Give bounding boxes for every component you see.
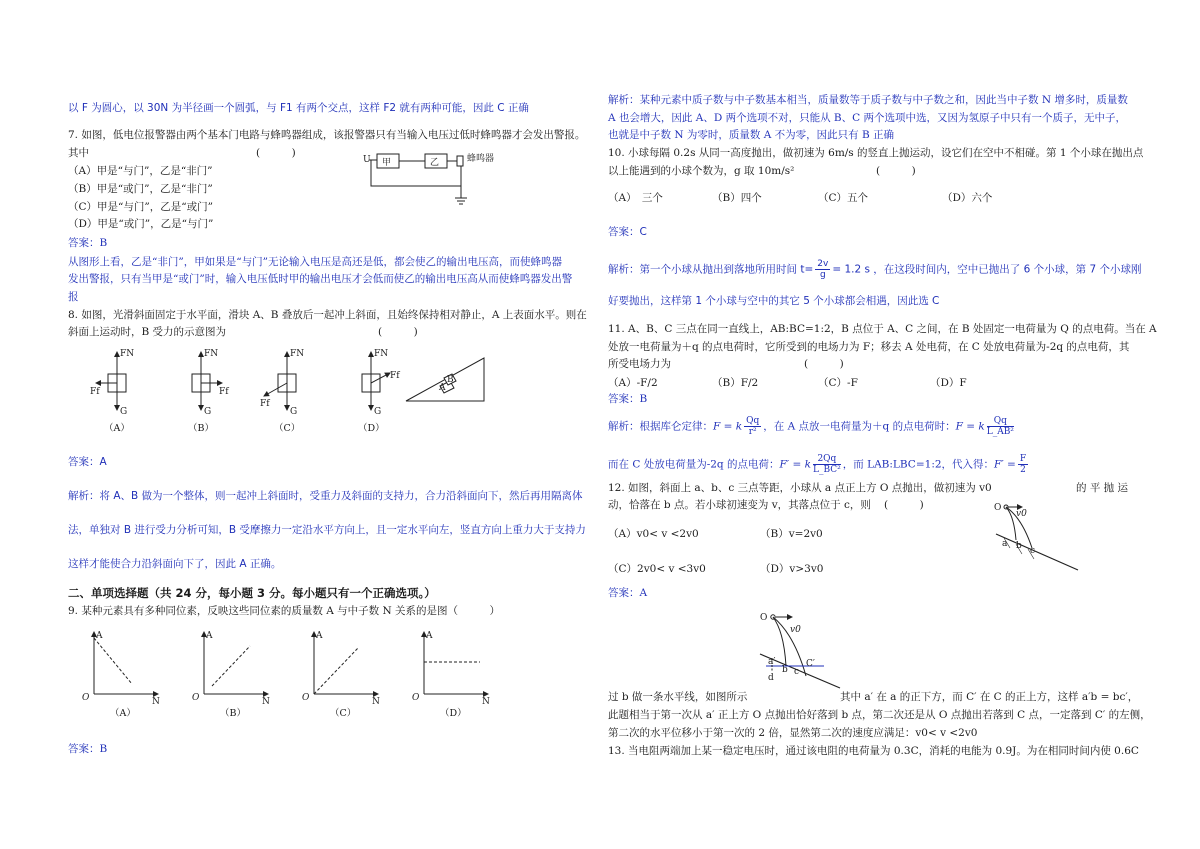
q7-answer: 答案：B [68,237,108,249]
q12-answer-paren: ( ) [884,499,924,511]
q7-buzzer-icon [457,156,463,166]
q8-incline-figure [406,358,484,401]
svg-text:O: O [412,693,420,703]
q8-d-g-label: G [374,407,382,417]
svg-text:b: b [782,665,788,675]
q8-block-a-label: A [439,383,446,393]
q9-explanation-line1: 解析：某种元素中质子数与中子数基本相当，质量数等于质子数与中子数之和，因此当中子数 N 增多时，质量数 [608,94,1128,106]
q8-a-fn-label: FN [120,349,135,359]
q7-stem-line2: 其中 [68,147,89,159]
section-2-heading: 二、单项选择题（共 24 分，每小题 3 分。每小题只有一个正确选项。） [68,586,436,600]
svg-text:c: c [1030,546,1036,556]
svg-text:O: O [192,693,200,703]
q12-option-c: （C）2v0< v <3v0 [608,563,706,575]
q8-caption-a: （A） [104,423,130,434]
q7-stem-line1: 7. 如图，低电位报警器由两个基本门电路与蜂鸣器组成，该报警器只有当输入电压过低时蜂鸣器才会发出警报。 [68,129,586,141]
q8-diagram-d [362,349,400,417]
q12-explanation-line1b: 其中 a′ 在 a 的正下方，而 C′ 在 C 的正上方，这样 a′b = bc′， [840,691,1139,703]
svg-text:N: N [262,697,270,707]
q9-graph-c [302,631,380,707]
q11-stem-line1: 11. A、B、C 三点在同一直线上，AB:BC=1:2，B 点位于 A、C 之间，在 B 处固定一电荷量为 Q 的点电荷。当在 A [608,323,1157,335]
q7-option-a: （A）甲是“与门”，乙是“非门” [68,165,213,177]
q9-caption-b: （B） [220,708,246,719]
q7-explanation-line1: 从图形上看，乙是“非门”，甲如果是“与门”无论输入电压是高还是低，都会使乙的输出电压高，而使蜂鸣器 [68,256,562,268]
q12-stem-line1-tail: 的 平 抛 运 [1076,482,1129,494]
q8-caption-d: （D） [358,423,385,434]
q9-caption-a: （A） [110,708,136,719]
svg-text:A: A [96,631,103,641]
q8-c-g-label: G [290,407,298,417]
q9-explanation-line2: A 也会增大，因此 A、D 两个选项不对，只能从 B、C 两个选项中选，又因为氢原子中只有一个质子，无中子， [608,112,1127,124]
q7-circuit-diagram [363,152,533,212]
q12-explanation-line2: 此题相当于第一次从 a′ 正上方 O 点抛出恰好落到 b 点，第二次还是从 O 点抛出若落到 C 点，一定落到 C′ 的左侧， [608,709,1151,721]
svg-text:A: A [316,631,323,641]
q10-answer: 答案：C [608,226,647,238]
svg-text:c: c [794,667,800,677]
q8-caption-b: （B） [188,423,214,434]
q10-stem-line1: 10. 小球每隔 0.2s 从同一高度抛出，做初速为 6m/s 的竖直上抛运动，设它们在空中不相碰。第 1 个小球在抛出点 [608,147,1144,159]
q12-option-a: （A）v0< v <2v0 [608,528,699,540]
q9-caption-d: （D） [440,708,467,719]
q7-diagram-buzzer: 蜂鸣器 [467,154,495,164]
q8-block-b-label: B [447,375,454,385]
right-column [608,0,1157,849]
q10-explanation-line2: 好要抛出，这样第 1 个小球与空中的其它 5 个小球都会相遇，因此选 C [608,295,940,307]
q10-option-c: （C）五个 [818,192,869,204]
q7-diagram-yi: 乙 [430,158,440,168]
left-column [68,0,596,849]
svg-text:a′: a′ [768,657,776,667]
q12-option-d: （D）v>3v0 [760,563,824,575]
q8-b-g-label: G [204,407,212,417]
svg-text:A: A [426,631,433,641]
q12-answer: 答案：A [608,587,648,599]
q8-b-fn-label: FN [204,349,219,359]
q8-stem-line1: 8. 如图，光滑斜面固定于水平面，滑块 A、B 叠放后一起冲上斜面，且始终保持相对静止，A 上表面水平。则在 [68,309,587,321]
q10-answer-paren: ( ) [876,165,916,177]
q7-option-d: （D）甲是“或门”，乙是“与门” [68,218,214,230]
q11-option-a: （A）-F/2 [608,377,658,389]
q9-graphs [74,626,514,706]
q8-a-ff-label: Ff [90,387,100,397]
q9-explanation-line3: 也就是中子数 N 为零时，质量数 A 不为零，因此只有 B 正确 [608,129,895,141]
q9-graph-a [82,631,160,707]
q11-answer: 答案：B [608,393,648,405]
q8-d-fn-label: FN [374,349,389,359]
svg-text:O: O [994,503,1002,513]
q8-c-fn-label: FN [290,349,305,359]
q12-option-b: （B）v=2v0 [760,528,823,540]
q9-caption-c: （C） [330,708,357,719]
q10-fraction-2v-over-g: $\frac{2v}{g}$ [817,259,829,280]
q11-explanation-line1: 解析：根据库仑定律：F = k $\frac{Qq}{\text{r²}}$ ，在 A 点放一电荷量为＋q 的点电荷时：F = k $\frac{Qq}{\text{L\_AB²}}$ [608,416,1014,437]
q8-c-ff-label: Ff [260,399,270,409]
q12-stem-line2: 动，恰落在 b 点。若小球初速变为 v，其落点位于 c，则 [608,499,871,511]
q11-stem-line3: 所受电场力为 [608,358,671,370]
q8-explanation-line1: 解析：将 A、B 做为一个整体，则一起冲上斜面时，受重力及斜面的支持力，合力沿斜面向下，然后再用隔离体 [68,490,583,502]
svg-text:O: O [760,613,768,623]
svg-text:O: O [302,693,310,703]
q8-diagram-a [90,349,134,417]
q8-explanation-line2: 法，单独对 B 进行受力分析可知，B 受摩擦力一定沿水平方向上，且一定水平向左，竖直方向上重力大于支持力 [68,524,586,536]
svg-text:O: O [82,693,90,703]
q12-small-figure [992,496,1092,576]
svg-text:d: d [768,673,774,683]
svg-text:v0: v0 [790,625,801,635]
svg-text:a: a [1002,539,1008,549]
svg-text:N: N [152,697,160,707]
q9-answer: 答案：B [68,743,108,755]
q12-explanation-line1a: 过 b 做一条水平线，如图所示 [608,691,748,703]
q7-explanation-line3: 报 [68,291,79,303]
svg-text:v0: v0 [1016,509,1027,519]
q8-d-ff-label: Ff [390,371,400,381]
svg-text:C′: C′ [806,659,815,669]
svg-text:N: N [482,697,490,707]
q10-option-b: （B）四个 [712,192,762,204]
q8-diagram-c [260,349,304,417]
q6-explanation-tail: 以 F 为圆心，以 30N 为半径画一个圆弧，与 F1 有两个交点，这样 F2 就有两种可能，因此 C 正确 [68,102,529,114]
q7-diagram-u-label: U [363,155,371,165]
q12-explanation-figure [754,604,854,690]
q8-b-ff-label: Ff [219,387,229,397]
q11-option-c: （C）-F [818,377,858,389]
q11-option-b: （B）F/2 [712,377,759,389]
svg-text:N: N [372,697,380,707]
q12-stem-line1: 12. 如图，斜面上 a、b、c 三点等距，小球从 a 点正上方 O 点抛出，做初速为 v0 [608,482,992,494]
q8-force-diagrams [88,346,528,426]
q8-a-g-label: G [120,407,128,417]
q8-caption-c: （C） [274,423,301,434]
q7-option-c: （C）甲是“与门”，乙是“或门” [68,201,214,213]
q11-explanation-line2: 而在 C 处放电荷量为-2q 的点电荷：F′ = k $\frac{2Qq}{\text{L\_BC²}}$ ，而 LAB:LBC=1:2，代入得：F′ = $\frac{F}{2}$ [608,454,1027,475]
q7-explanation-line2: 发出警报，只有当甲是“或门”时，输入电压低时甲的输出电压才会低而使乙的输出电压高从而使蜂鸣器发出警 [68,273,573,285]
q9-graph-b [192,631,270,707]
q12-explanation-line3: 第二次的水平位移小于第一次的 2 倍，显然第二次的速度应满足：v0< v <2v0 [608,727,978,739]
q9-graph-d [412,631,490,707]
q7-answer-paren: ( ) [256,147,296,159]
q10-option-d: （D）六个 [942,192,993,204]
q10-option-a: （A） 三个 [608,192,663,204]
q11-answer-paren: ( ) [804,358,844,370]
q10-stem-line2: 以上能遇到的小球个数为，g 取 10m/s² [608,165,795,177]
q8-diagram-b [192,349,229,417]
q13-stem-line1: 13. 当电阻两端加上某一稳定电压时，通过该电阻的电荷量为 0.3C，消耗的电能为 0.9J。为在相同时间内使 0.6C [608,745,1139,757]
q9-stem: 9. 某种元素具有多种同位素，反映这些同位素的质量数 A 与中子数 N 关系的是图（ ） [68,605,500,617]
q8-answer-paren: ( ) [378,326,418,338]
q8-stem-line2: 斜面上运动时，B 受力的示意图为 [68,326,227,338]
svg-text:b: b [1016,541,1022,551]
svg-text:A: A [206,631,213,641]
q11-stem-line2: 处放一电荷量为＋q 的点电荷时，它所受到的电场力为 F；移去 A 处电荷，在 C 处放电荷量为-2q 的点电荷，其 [608,341,1130,353]
q7-option-b: （B）甲是“或门”，乙是“非门” [68,183,213,195]
q10-explanation-line1: 解析：第一个小球从抛出到落地所用时间 t= $\frac{2v}{g}$ = 1.2 s ，在这段时间内，空中已抛出了 6 个小球，第 7 个小球刚 [608,259,1142,280]
q8-answer: 答案：A [68,456,107,468]
q7-diagram-jia: 甲 [382,158,392,168]
q11-option-d: （D）F [930,377,967,389]
q8-explanation-line3: 这样才能使合力沿斜面向下了，因此 A 正确。 [68,558,282,570]
